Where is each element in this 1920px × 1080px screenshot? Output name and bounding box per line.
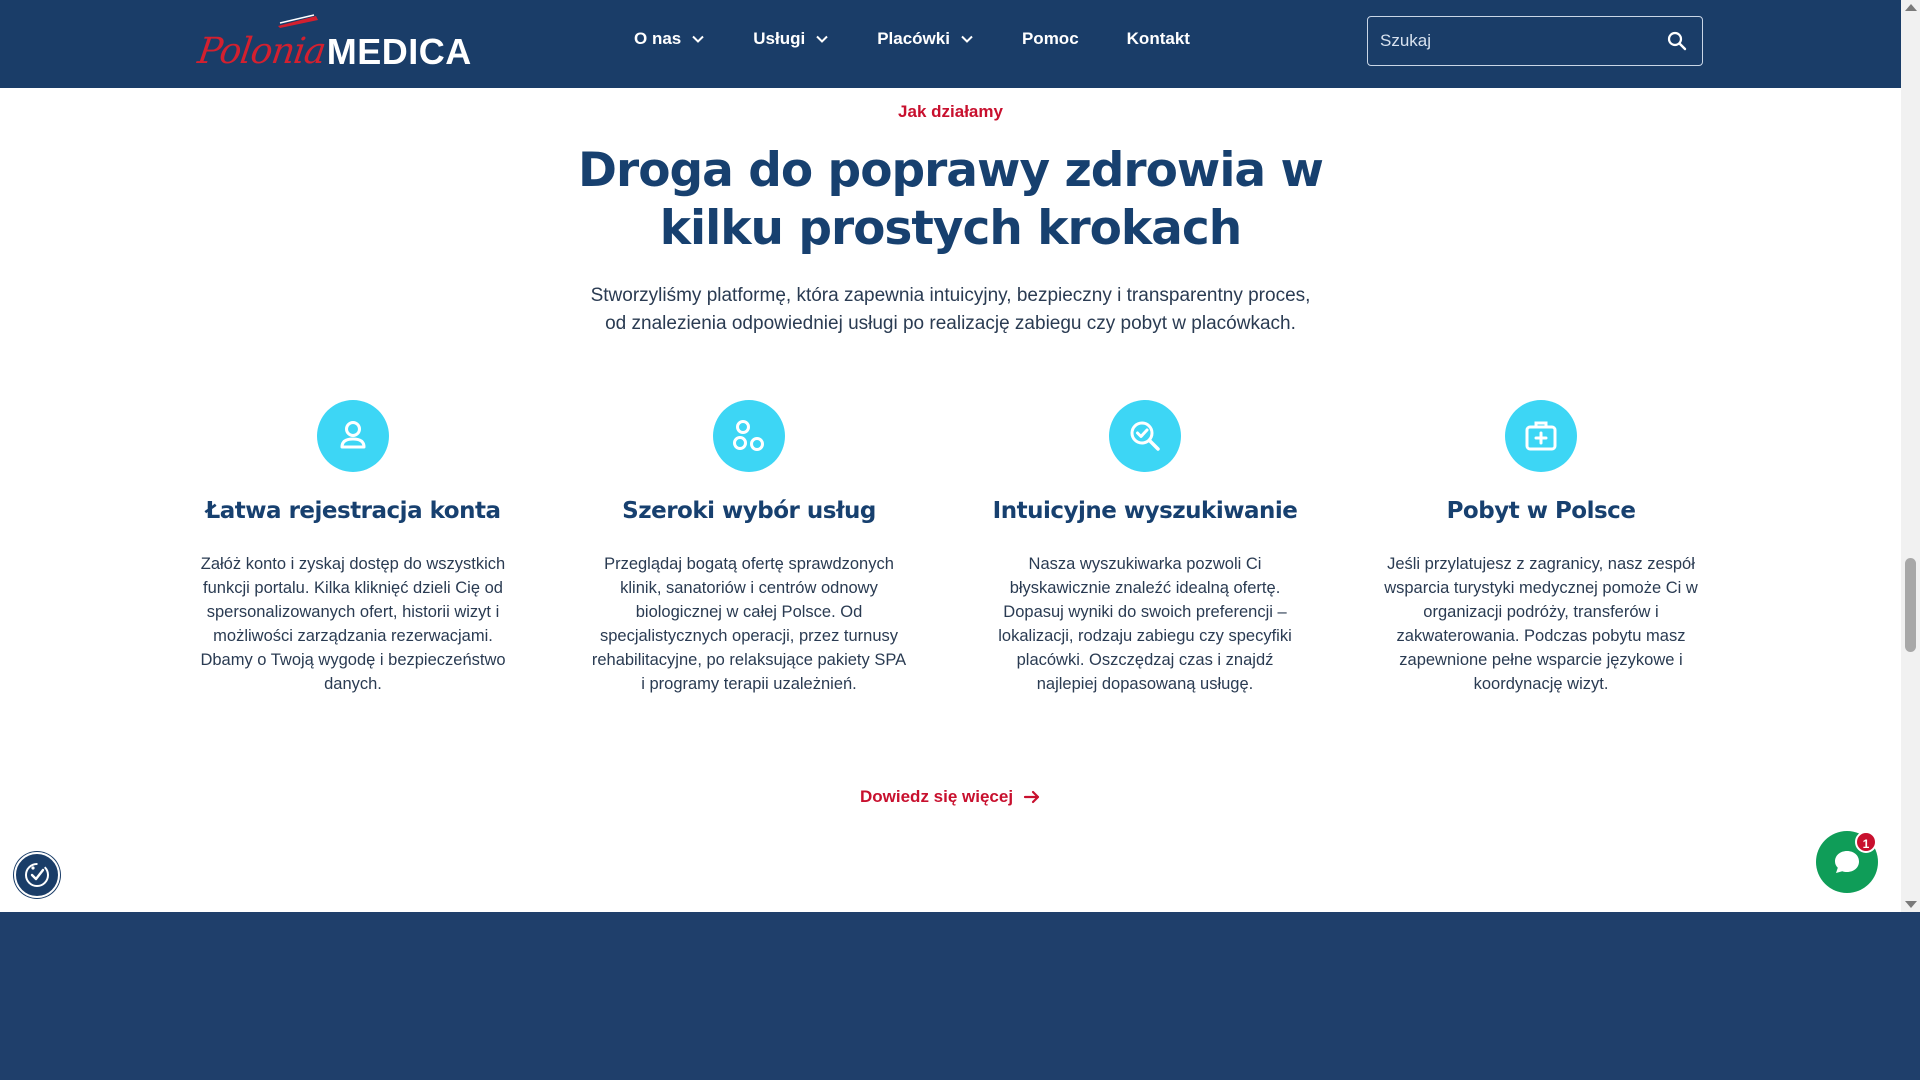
feature-text: Nasza wyszukiwarka pozwoli Ci błyskawicznie znaleźć idealną ofertę. Dopasuj wyniki do swoich preferencji – lokalizacji, rodzaju zabiegu czy specyfiki placówki. Oszczędzaj czas i znajdź najlepiej dopasowaną usługę.: [998, 555, 1292, 693]
search-icon[interactable]: [1666, 30, 1688, 52]
nav-item-label: Usługi: [753, 29, 806, 48]
site-header: [0, 0, 1901, 88]
feature-text: Jeśli przylatujesz z zagranicy, nasz zespół wsparcia turystyki medycznej pomoże Ci w organizacji podróży, transferów i zakwaterowania. Podczas pobytu masz zapewnione pełne wsparcie językowe i koordynację wizyt.: [1384, 555, 1698, 693]
chevron-down-icon: [691, 32, 705, 46]
section-title-line-1: Droga do poprawy zdrowia w: [578, 143, 1323, 198]
nav-item-uslugi[interactable]: [753, 29, 829, 49]
feature-icon-circle: [317, 400, 389, 472]
footer-band: [0, 912, 1901, 1080]
accessibility-button[interactable]: [14, 852, 60, 898]
feature-card: [980, 400, 1310, 696]
first-aid-kit-icon: [1521, 416, 1561, 456]
feature-card: [1376, 400, 1706, 696]
services-icon: [729, 416, 769, 456]
feature-text: Przeglądaj bogatą ofertę sprawdzonych klinik, sanatoriów i centrów odnowy biologicznej w całej Polsce. Od specjalistycznych operacji, przez turnusy rehabilitacyjne, po relaksujące pakiety SPA i programy terapii uzależnień.: [591, 555, 907, 693]
learn-more-link[interactable]: [860, 787, 1041, 807]
logo-bold-text: MEDICA: [326, 31, 472, 72]
nav-item-placowki[interactable]: [877, 29, 974, 49]
feature-title: Łatwa rejestracja konta: [205, 498, 501, 524]
nav-item-label: Placówki: [877, 29, 950, 48]
nav-item-label: Pomoc: [1021, 29, 1079, 48]
section-subtitle-line-2: od znalezienia odpowiedniej usługi po realizację zabiegu czy pobyt w placówkach.: [605, 313, 1296, 334]
nav-item-label: Kontakt: [1126, 29, 1190, 48]
chat-notification-badge: 1: [1855, 831, 1877, 853]
feature-icon-circle: [1505, 400, 1577, 472]
nav-item-o-nas[interactable]: [634, 29, 705, 49]
site-logo[interactable]: [195, 14, 472, 72]
section-title: [450, 142, 1451, 258]
footer-band-edge: [1901, 912, 1920, 1080]
feature-card: [188, 400, 518, 696]
feature-icon-circle: [1109, 400, 1181, 472]
search-box: [1367, 16, 1703, 66]
features-row: [188, 400, 1712, 730]
feature-title: Pobyt w Polsce: [1446, 498, 1636, 524]
scroll-up-arrow-icon[interactable]: [1905, 4, 1917, 11]
section-eyebrow: Jak działamy: [898, 102, 1003, 121]
feature-title: Szeroki wybór usług: [622, 498, 876, 524]
logo-script-text: Polonia: [195, 31, 328, 72]
feature-text: Załóż konto i zyskaj dostęp do wszystkich funkcji portalu. Kilka kliknięć dzieli Cię od spersonalizowanych ofert, historii wizyt i możliwości zarządzania rezerwacjami. Dbamy o Twoją wygodę i bezpieczeństwo danych.: [200, 555, 506, 693]
user-icon: [333, 416, 373, 456]
section-subtitle-line-1: Stworzyliśmy platformę, która zapewnia intuicyjny, bezpieczny i transparentny proces,: [590, 285, 1311, 306]
accessibility-icon: [22, 860, 52, 890]
feature-title: Intuicyjne wyszukiwanie: [992, 498, 1298, 524]
search-check-icon: [1125, 416, 1165, 456]
nav-item-pomoc[interactable]: [1022, 29, 1079, 49]
main-nav: [634, 0, 1190, 78]
scrollbar-thumb[interactable]: [1905, 558, 1916, 652]
arrow-right-icon: [1023, 788, 1041, 806]
learn-more-label: Dowiedz się więcej: [860, 787, 1014, 806]
nav-item-kontakt[interactable]: [1127, 29, 1190, 49]
scroll-down-arrow-icon[interactable]: [1905, 901, 1917, 908]
nav-item-label: O nas: [634, 29, 682, 48]
search-input[interactable]: [1368, 17, 1648, 64]
chevron-down-icon: [960, 32, 974, 46]
logo-flag-icon: [276, 14, 320, 28]
feature-icon-circle: [713, 400, 785, 472]
chevron-down-icon: [815, 32, 829, 46]
page-scrollbar[interactable]: [1901, 0, 1920, 912]
section-subtitle: [500, 282, 1401, 338]
feature-card: [584, 400, 914, 696]
section-title-line-2: kilku prostych krokach: [659, 201, 1242, 256]
chat-bubble-icon: [1831, 846, 1863, 878]
